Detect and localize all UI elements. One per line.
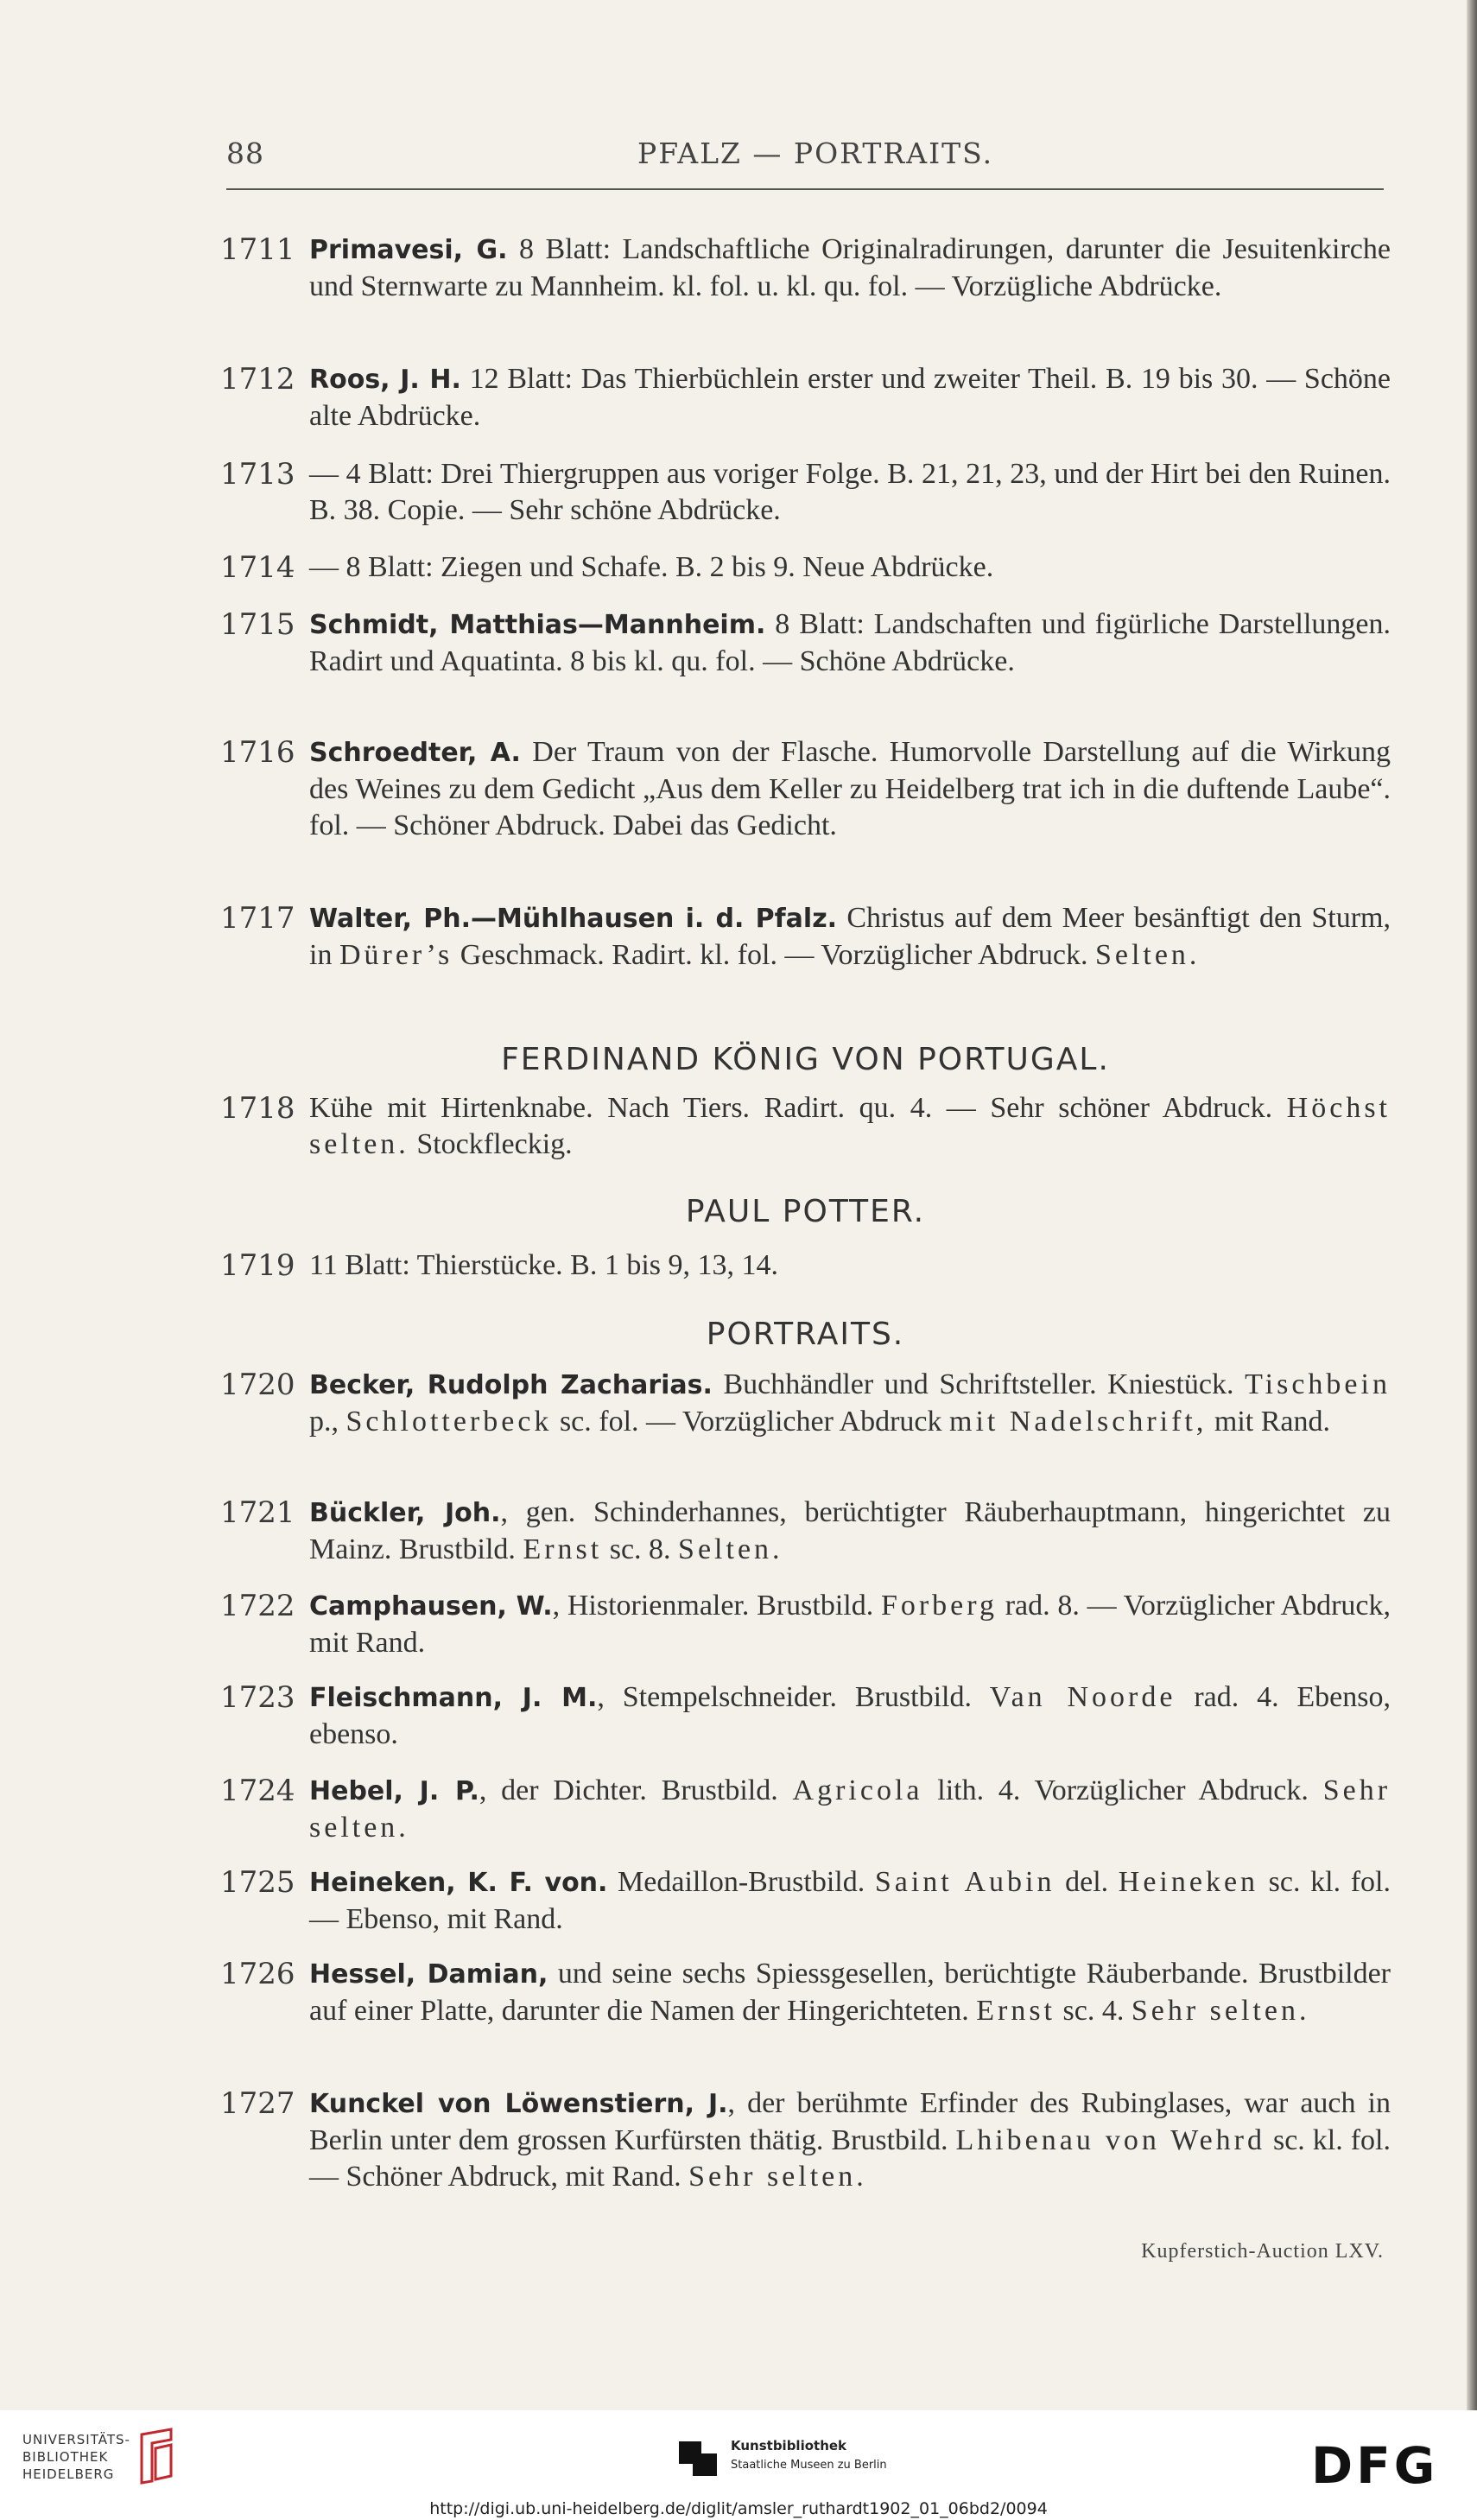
entry-name: Kunckel von Löwenstiern, J.: [309, 2089, 728, 2119]
entry-name: Roos, J. H.: [309, 365, 461, 395]
spaced-text: Schlotterbeck: [345, 1406, 553, 1438]
entry-description: rad. 8. — Vorzüglicher Abdruck, mit Rand.: [309, 1590, 1391, 1659]
entry-number: 1716: [220, 735, 295, 770]
entry-description: , der berühmte Erfinder des Rubinglases, war auch in Berlin unter dem grossen Kurfürsten thätig. Brustbild.: [309, 2087, 1391, 2156]
entry-description: , der Dichter. Brustbild.: [479, 1774, 793, 1806]
entry-text: [309, 1247, 1391, 1284]
entry-description: p.,: [309, 1406, 346, 1438]
entry-description: sc. 8.: [602, 1533, 679, 1565]
university-library-mark-icon: [136, 2428, 176, 2485]
entry-text: [309, 1090, 1391, 1163]
entry-text: [309, 1679, 1391, 1753]
spaced-text: Saint Aubin: [874, 1866, 1055, 1898]
entry-number: 1721: [220, 1495, 295, 1530]
section-heading-ferdinand: FERDINAND KÖNIG VON PORTUGAL.: [501, 1042, 1110, 1077]
entry-number: 1722: [220, 1589, 295, 1623]
entry-number: 1712: [220, 362, 295, 397]
spaced-text: Selten.: [1094, 939, 1201, 971]
page-title: PFALZ — PORTRAITS.: [637, 136, 994, 170]
entry-name: Heineken, K. F. von.: [309, 1868, 608, 1898]
entry-name: Schroedter, A.: [309, 738, 521, 768]
entry-description: — 8 Blatt: Ziegen und Schafe. B. 2 bis 9. Neue Abdrücke.: [309, 551, 994, 583]
entry-name: Primavesi, G.: [309, 235, 508, 265]
entry-description: Geschmack. Radirt. kl. fol. — Vorzüglicher Abdruck.: [453, 939, 1095, 971]
entry-number: 1724: [220, 1774, 295, 1808]
entry-description: , Historienmaler. Brustbild.: [552, 1590, 881, 1622]
page-number: 88: [226, 136, 264, 170]
entry-description: sc. 4.: [1055, 1995, 1132, 2027]
university-library-logo-text[interactable]: [22, 2431, 130, 2483]
entry-text: [309, 1367, 1391, 1440]
entry-name: Schmidt, Matthias—Mannheim.: [309, 610, 766, 640]
spaced-text: Dürer’s: [339, 939, 453, 971]
entry-text: [309, 2085, 1391, 2195]
entry-description: lith. 4. Vorzüglicher Abdruck.: [922, 1774, 1323, 1806]
entry-description: Stockfleckig.: [409, 1128, 573, 1160]
entry-description: Der Traum von der Flasche. Humorvolle Darstellung auf die Wirkung des Weines zu dem Gedicht „Aus dem Keller zu Heidelberg trat ich in die duftende Laube“. fol. — Schöner Abdruck. Dabei das Gedicht.: [309, 736, 1391, 841]
entry-description: sc. fol. — Vorzüglicher Abdruck: [552, 1406, 949, 1438]
kb-subtitle: Staatliche Museen zu Berlin: [731, 2459, 887, 2472]
kunstbibliothek-logo-text[interactable]: [731, 2438, 887, 2472]
entry-number: 1715: [220, 607, 295, 642]
entry-description: Kühe mit Hirtenknabe. Nach Tiers. Radirt. qu. 4. — Sehr schöner Abdruck.: [309, 1092, 1287, 1124]
spaced-text: Sehr selten.: [309, 1774, 1391, 1844]
spaced-text: Agricola: [792, 1774, 923, 1806]
entry-text: [309, 549, 1391, 586]
entry-description: Christus auf dem Meer besänftigt den Sturm, in: [309, 902, 1391, 971]
spaced-text: Ernst: [976, 1995, 1056, 2027]
header-rule: [226, 188, 1384, 190]
entry-text: [309, 1588, 1391, 1661]
entry-description: 8 Blatt: Landschaften und figürliche Darstellungen. Radirt und Aquatinta. 8 bis kl. qu. fol. — Schöne Abdrücke.: [309, 608, 1391, 677]
source-url[interactable]: http://digi.ub.uni-heidelberg.de/diglit/amsler_ruthardt1902_01_06bd2/0094: [429, 2499, 1048, 2518]
spaced-text: mit Nadelschrift,: [949, 1406, 1208, 1438]
entry-description: sc. kl. fol. — Ebenso, mit Rand.: [309, 1866, 1391, 1935]
spaced-text: Van Noorde: [989, 1681, 1176, 1713]
entry-description: del.: [1055, 1866, 1119, 1898]
spaced-text: Selten.: [678, 1533, 783, 1565]
entry-description: rad. 4. Ebenso, ebenso.: [309, 1681, 1391, 1750]
entry-name: Fleischmann, J. M.: [309, 1683, 598, 1713]
entry-description: mit Rand.: [1207, 1406, 1330, 1438]
spaced-text: Sehr selten.: [1131, 1995, 1310, 2027]
spaced-text: Tischbein: [1245, 1368, 1391, 1400]
entry-name: Becker, Rudolph Zacharias.: [309, 1370, 713, 1400]
dfg-logo[interactable]: DFG: [1311, 2436, 1439, 2495]
entry-number: 1720: [220, 1368, 295, 1402]
section-heading-potter: PAUL POTTER.: [685, 1194, 926, 1229]
entry-text: [309, 1495, 1391, 1568]
entry-name: Bückler, Joh.: [309, 1498, 501, 1528]
entry-number: 1711: [220, 232, 295, 267]
running-head: [226, 136, 1384, 173]
entry-number: 1718: [220, 1091, 295, 1126]
entry-number: 1725: [220, 1865, 295, 1900]
entry-description: 12 Blatt: Das Thierbüchlein erster und zweiter Theil. B. 19 bis 30. — Schöne alte Abdrücke.: [309, 363, 1391, 432]
entry-number: 1717: [220, 901, 295, 936]
page-edge-shadow: [1467, 0, 1477, 2410]
section-heading-portraits: PORTRAITS.: [706, 1317, 905, 1352]
entry-name: Camphausen, W.: [309, 1591, 553, 1622]
entry-description: Buchhändler und Schriftsteller. Kniestück.: [712, 1368, 1246, 1400]
entry-text: [309, 232, 1391, 305]
entry-description: sc. kl. fol. — Schöner Abdruck, mit Rand.: [309, 2124, 1391, 2193]
spaced-text: Ernst: [523, 1533, 603, 1565]
entry-text: [309, 1773, 1391, 1846]
entry-description: — 4 Blatt: Drei Thiergruppen aus voriger Folge. B. 21, 21, 23, und der Hirt bei den Ruinen. B. 38. Copie. — Sehr schöne Abdrücke.: [309, 458, 1391, 526]
entry-description: , Stempelschneider. Brustbild.: [597, 1681, 990, 1713]
entry-description: 11 Blatt: Thierstücke. B. 1 bis 9, 13, 14.: [309, 1249, 779, 1281]
entry-name: Hebel, J. P.: [309, 1776, 479, 1806]
entry-number: 1726: [220, 1957, 295, 1991]
entry-number: 1719: [220, 1248, 295, 1283]
kunstbibliothek-mark-icon: [675, 2436, 720, 2481]
entry-text: [309, 1864, 1391, 1938]
entry-text: [309, 900, 1391, 974]
spaced-text: Forberg: [880, 1590, 998, 1622]
entry-number: 1714: [220, 550, 295, 585]
entry-text: [309, 734, 1391, 844]
footer-note: Kupferstich-Auction LXV.: [1141, 2240, 1384, 2263]
entry-number: 1723: [220, 1680, 295, 1715]
entry-text: [309, 361, 1391, 435]
entry-description: , gen. Schinderhannes, berüchtigter Räuberhauptmann, hingerichtet zu Mainz. Brustbild.: [309, 1496, 1391, 1565]
spaced-text: Sehr selten.: [688, 2161, 867, 2193]
entry-description: Medaillon-Brustbild.: [607, 1866, 875, 1898]
entry-text: [309, 456, 1391, 529]
entry-text: [309, 606, 1391, 680]
spaced-text: Höchst selten.: [309, 1092, 1391, 1160]
entry-description: und seine sechs Spiessgesellen, berüchtigte Räuberbande. Brustbilder auf einer Platte, darunter die Namen der Hingerichteten.: [309, 1958, 1391, 2027]
spaced-text: Heineken: [1118, 1866, 1259, 1898]
entry-description: 8 Blatt: Landschaftliche Originalradirungen, darunter die Jesuitenkirche und Sternwarte zu Mannheim. kl. fol. u. kl. qu. fol. — Vorzügliche Abdrücke.: [309, 233, 1391, 302]
kb-name: Kunstbibliothek: [731, 2438, 847, 2453]
entry-number: 1727: [220, 2086, 295, 2121]
entry-number: 1713: [220, 457, 295, 492]
logo-line: UNIVERSITÄTS-: [22, 2432, 130, 2447]
spaced-text: Lhibenau von Wehrd: [955, 2124, 1265, 2156]
entry-name: Hessel, Damian,: [309, 1959, 548, 1990]
logo-line: HEIDELBERG: [22, 2466, 115, 2482]
entry-text: [309, 1956, 1391, 2029]
entry-name: Walter, Ph.—Mühlhausen i. d. Pfalz.: [309, 904, 838, 934]
logo-line: BIBLIOTHEK: [22, 2449, 109, 2465]
